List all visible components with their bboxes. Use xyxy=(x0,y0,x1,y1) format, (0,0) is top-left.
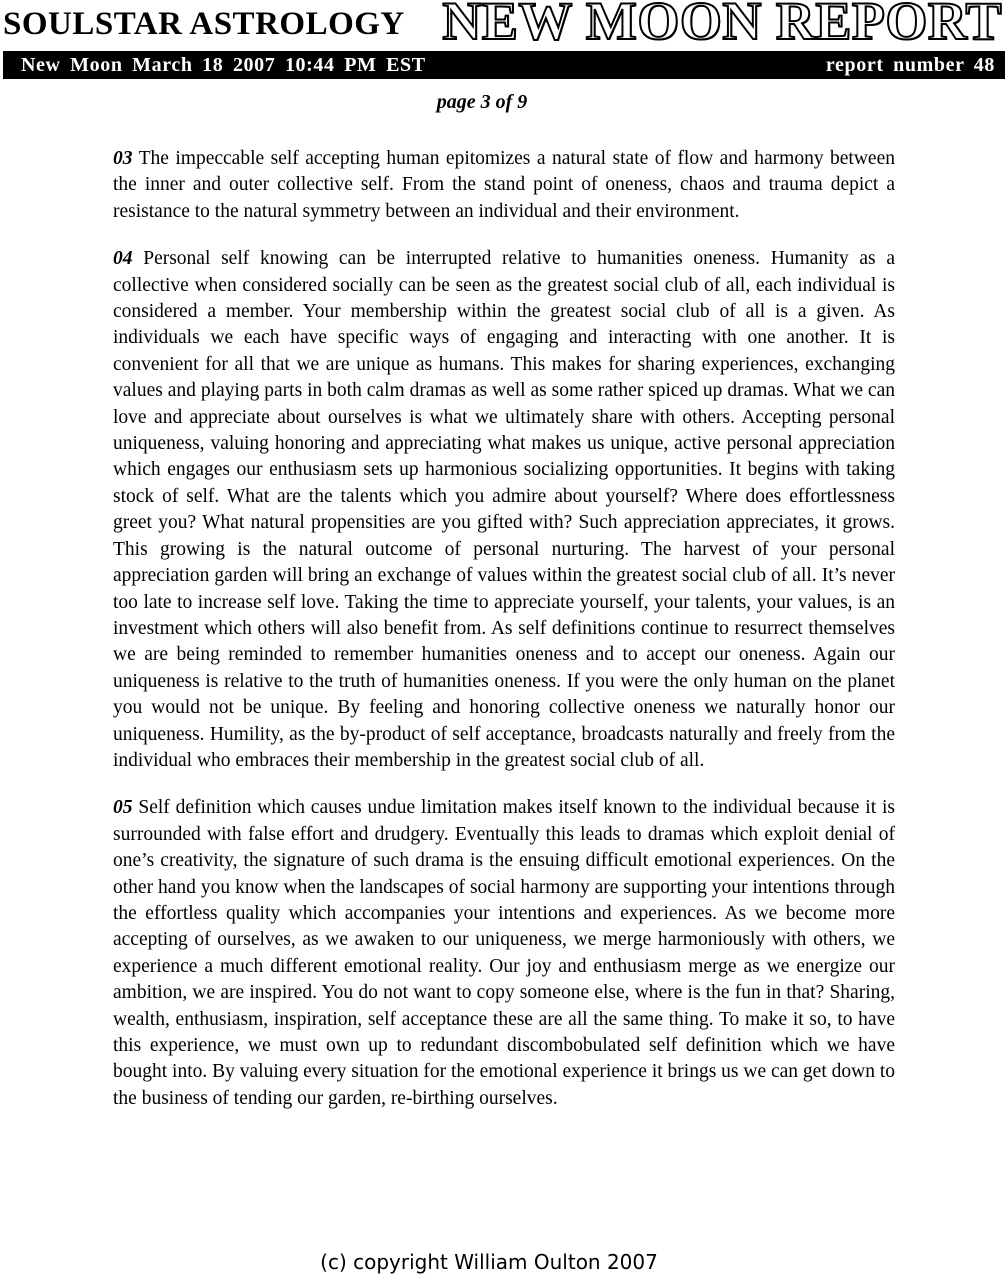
paragraph-text: The impeccable self accepting human epitomizes a natural state of flow and harmony between the inner and outer collective self. From the stand point of oneness, chaos and trauma depict a resistance to the natural symmetry between an individual and their environment. xyxy=(113,148,895,222)
report-header xyxy=(0,0,1008,50)
report-title: NEW MOON REPORT xyxy=(442,0,1002,51)
paragraph-text: Self definition which causes undue limitation makes itself known to the individual because it is surrounded with false effort and drudgery. Eventually this leads to dramas which exploit denial of one’s creativity, the signature of such drama is the ensuing difficult emotional experiences. On the other hand you know when the landscapes of social harmony are supporting your intentions through the effortless quality which accompanies your intentions and experiences. As we become more accepting of ourselves, as we awaken to our uniqueness, we merge harmoniously with others, we experience a much different emotional reality. Our joy and enthusiasm merge as we energize our ambition, we are inspired. You do not want to copy someone else, where is the fun in that? Sharing, wealth, enthusiasm, inspiration, self acceptance these are all the same thing. To make it so, to have this experience, we must own up to redundant discombobulated self definition which we have bought into. By valuing every situation for the emotional experience it brings us we can get down to the business of tending our garden, re-birthing ourselves. xyxy=(113,797,895,1109)
paragraph-number: 05 xyxy=(113,797,133,819)
report-number: report number 48 xyxy=(825,54,995,76)
page-indicator: page 3 of 9 xyxy=(436,91,528,113)
paragraph xyxy=(113,795,895,1112)
date-banner xyxy=(3,51,1005,79)
copyright-footer: (c) copyright William Oulton 2007 xyxy=(320,1250,658,1274)
paragraph xyxy=(113,246,895,774)
paragraph xyxy=(113,146,895,225)
paragraph-number: 03 xyxy=(113,148,133,169)
new-moon-date: New Moon March 18 2007 10:44 PM EST xyxy=(21,54,426,76)
paragraph-number: 04 xyxy=(113,248,133,270)
brand-name: SOULSTAR ASTROLOGY xyxy=(3,6,405,42)
report-body xyxy=(113,146,895,1133)
paragraph-text: Personal self knowing can be interrupted relative to humanities oneness. Humanity as a collective when considered socially can be seen as the greatest social club of all, each individual is considered a member. Your membership within the greatest social club of all is a given. As individuals we each have specific ways of engaging and interacting with one another. It is convenient for all that we are unique as humans. This makes for sharing experiences, exchanging values and playing parts in both calm dramas as well as some rather spiced up dramas. What we can love and appreciate about ourselves is what we ultimately share with others. Accepting personal uniqueness, valuing honoring and appreciating what makes us unique, active personal appreciation which engages our enthusiasm sets up harmonious socializing opportunities. It begins with taking stock of self. What are the talents which you admire about yourself? Where does effortlessness greet you? What natural propensities are you gifted with? Such appreciation appreciates, it grows. This growing is the natural outcome of personal nurturing. The harvest of your personal appreciation garden will bring an exchange of values within the greatest social club of all. It’s never too late to increase self love. Taking the time to appreciate yourself, your talents, your values, is an investment which others will also benefit from. As self definitions continue to resurrect themselves we are being reminded to remember humanities oneness and to accept our oneness. Again our uniqueness is relative to the truth of humanities oneness. If you were the only human on the planet you would not be unique. By feeling and honoring collective oneness we naturally honor our uniqueness. Humility, as the by-product of self acceptance, broadcasts naturally and freely from the individual who embraces their membership in the greatest social club of all. xyxy=(113,248,896,771)
